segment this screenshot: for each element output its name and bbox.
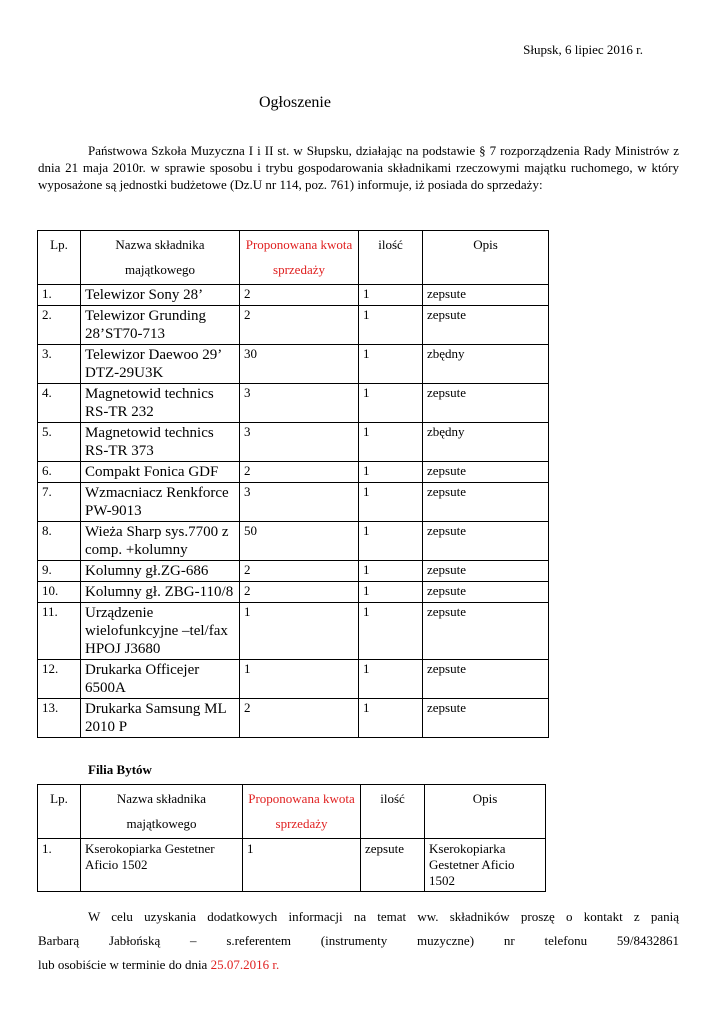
cell-qty: 1 [359, 660, 423, 699]
cell-name: Magnetowid technics RS-TR 232 [81, 384, 240, 423]
table-row [38, 483, 549, 522]
cell-desc: zepsute [423, 660, 549, 699]
cell-name: Kolumny gł. ZBG-110/8 [81, 582, 240, 603]
cell-lp: 1. [38, 839, 81, 892]
contact-line-3-text: lub osobiście w terminie do dnia [38, 957, 211, 972]
cell-qty: 1 [359, 462, 423, 483]
cell-qty: 1 [359, 384, 423, 423]
cell-qty: 1 [359, 603, 423, 660]
cell-price: 2 [240, 462, 359, 483]
table-row [38, 522, 549, 561]
cell-price: 2 [240, 699, 359, 738]
cell-lp: 10. [38, 582, 81, 603]
cell-price: 30 [240, 345, 359, 384]
cell-price: 3 [240, 423, 359, 462]
cell-desc: zepsute [423, 603, 549, 660]
table-row [38, 345, 549, 384]
contact-line-2: Barbarą Jabłońską – s.referentem (instrumenty muzyczne) nr telefonu 59/8432861 [38, 933, 679, 948]
cell-qty: 1 [359, 522, 423, 561]
col-qty-header: ilość [361, 785, 425, 839]
cell-lp: 4. [38, 384, 81, 423]
cell-lp: 1. [38, 285, 81, 306]
table-row [38, 384, 549, 423]
branch-table-header [38, 785, 546, 839]
cell-name: Telewizor Daewoo 29’ DTZ-29U3K [81, 345, 240, 384]
date-line: Słupsk, 6 lipiec 2016 r. [523, 42, 643, 57]
cell-desc: zepsute [423, 582, 549, 603]
cell-desc: zepsute [423, 462, 549, 483]
col-name-header: Nazwa składnika majątkowego [81, 785, 243, 839]
table-row [38, 561, 549, 582]
deadline-date: 25.07.2016 r. [210, 957, 280, 972]
cell-desc: zbędny [423, 345, 549, 384]
cell-name: Drukarka Officejer 6500A [81, 660, 240, 699]
cell-desc: zepsute [423, 699, 549, 738]
table-row [38, 462, 549, 483]
cell-name: Telewizor Sony 28’ [81, 285, 240, 306]
table-row [38, 839, 546, 892]
cell-desc: Kserokopiarka Gestetner Aficio 1502 [425, 839, 546, 892]
col-price-header: Proponowana kwota sprzedaży [240, 231, 359, 285]
cell-name: Compakt Fonica GDF [81, 462, 240, 483]
cell-qty: 1 [359, 582, 423, 603]
page-title: Ogłoszenie [259, 94, 331, 111]
col-qty-header: ilość [359, 231, 423, 285]
cell-desc: zepsute [423, 306, 549, 345]
cell-desc: zepsute [423, 483, 549, 522]
cell-name: Urządzenie wielofunkcyjne –tel/fax HPOJ J3680 [81, 603, 240, 660]
branch-table [37, 784, 546, 892]
table-row [38, 660, 549, 699]
cell-price: 2 [240, 561, 359, 582]
branch-title: Filia Bytów [88, 762, 152, 777]
items-table-header [38, 231, 549, 285]
items-table [37, 230, 549, 738]
cell-price: 50 [240, 522, 359, 561]
cell-desc: zbędny [423, 423, 549, 462]
cell-price: 2 [240, 582, 359, 603]
cell-qty: 1 [359, 306, 423, 345]
cell-desc: zepsute [423, 561, 549, 582]
cell-desc: zepsute [423, 384, 549, 423]
col-desc-header: Opis [423, 231, 549, 285]
table-row [38, 306, 549, 345]
contact-line-3 [38, 953, 679, 977]
cell-qty: 1 [359, 285, 423, 306]
cell-qty: 1 [359, 561, 423, 582]
intro-paragraph: Państwowa Szkoła Muzyczna I i II st. w Słupsku, działając na podstawie § 7 rozporządzenia Rady Ministrów z dnia 21 maja 2010r. w sprawie sposobu i trybu gospodarowania składnikami rzeczowymi majątku ruchomego, w który wyposażone są jednostki budżetowe (Dz.U nr 114, poz. 761) informuje, iż posiada do sprzedaży: [38, 143, 679, 192]
cell-name: Wzmacniacz Renkforce PW-9013 [81, 483, 240, 522]
cell-lp: 6. [38, 462, 81, 483]
contact-line-1: W celu uzyskania dodatkowych informacji na temat ww. składników proszę o kontakt z panią [88, 909, 679, 924]
cell-lp: 13. [38, 699, 81, 738]
cell-qty: 1 [359, 699, 423, 738]
cell-qty: 1 [359, 423, 423, 462]
cell-name: Magnetowid technics RS-TR 373 [81, 423, 240, 462]
cell-lp: 5. [38, 423, 81, 462]
cell-price: 1 [240, 660, 359, 699]
cell-lp: 12. [38, 660, 81, 699]
table-row [38, 582, 549, 603]
cell-lp: 2. [38, 306, 81, 345]
table-row [38, 285, 549, 306]
cell-name: Kserokopiarka Gestetner Aficio 1502 [81, 839, 243, 892]
cell-lp: 3. [38, 345, 81, 384]
col-price-header: Proponowana kwota sprzedaży [243, 785, 361, 839]
cell-price: 2 [240, 285, 359, 306]
cell-name: Wieża Sharp sys.7700 z comp. +kolumny [81, 522, 240, 561]
cell-lp: 9. [38, 561, 81, 582]
col-name-header: Nazwa składnika majątkowego [81, 231, 240, 285]
cell-price: 1 [240, 603, 359, 660]
col-lp-header: Lp. [38, 231, 81, 285]
cell-price: 1 [243, 839, 361, 892]
cell-desc: zepsute [423, 522, 549, 561]
cell-lp: 7. [38, 483, 81, 522]
cell-price: 3 [240, 384, 359, 423]
contact-paragraph [38, 905, 679, 977]
cell-name: Drukarka Samsung ML 2010 P [81, 699, 240, 738]
table-row [38, 423, 549, 462]
cell-qty: 1 [359, 483, 423, 522]
col-desc-header: Opis [425, 785, 546, 839]
cell-name: Kolumny gł.ZG-686 [81, 561, 240, 582]
cell-lp: 8. [38, 522, 81, 561]
cell-price: 2 [240, 306, 359, 345]
table-row [38, 699, 549, 738]
cell-qty: 1 [359, 345, 423, 384]
cell-name: Telewizor Grunding 28’ST70-713 [81, 306, 240, 345]
cell-desc: zepsute [423, 285, 549, 306]
cell-lp: 11. [38, 603, 81, 660]
col-lp-header: Lp. [38, 785, 81, 839]
cell-price: 3 [240, 483, 359, 522]
cell-qty: zepsute [361, 839, 425, 892]
table-row [38, 603, 549, 660]
